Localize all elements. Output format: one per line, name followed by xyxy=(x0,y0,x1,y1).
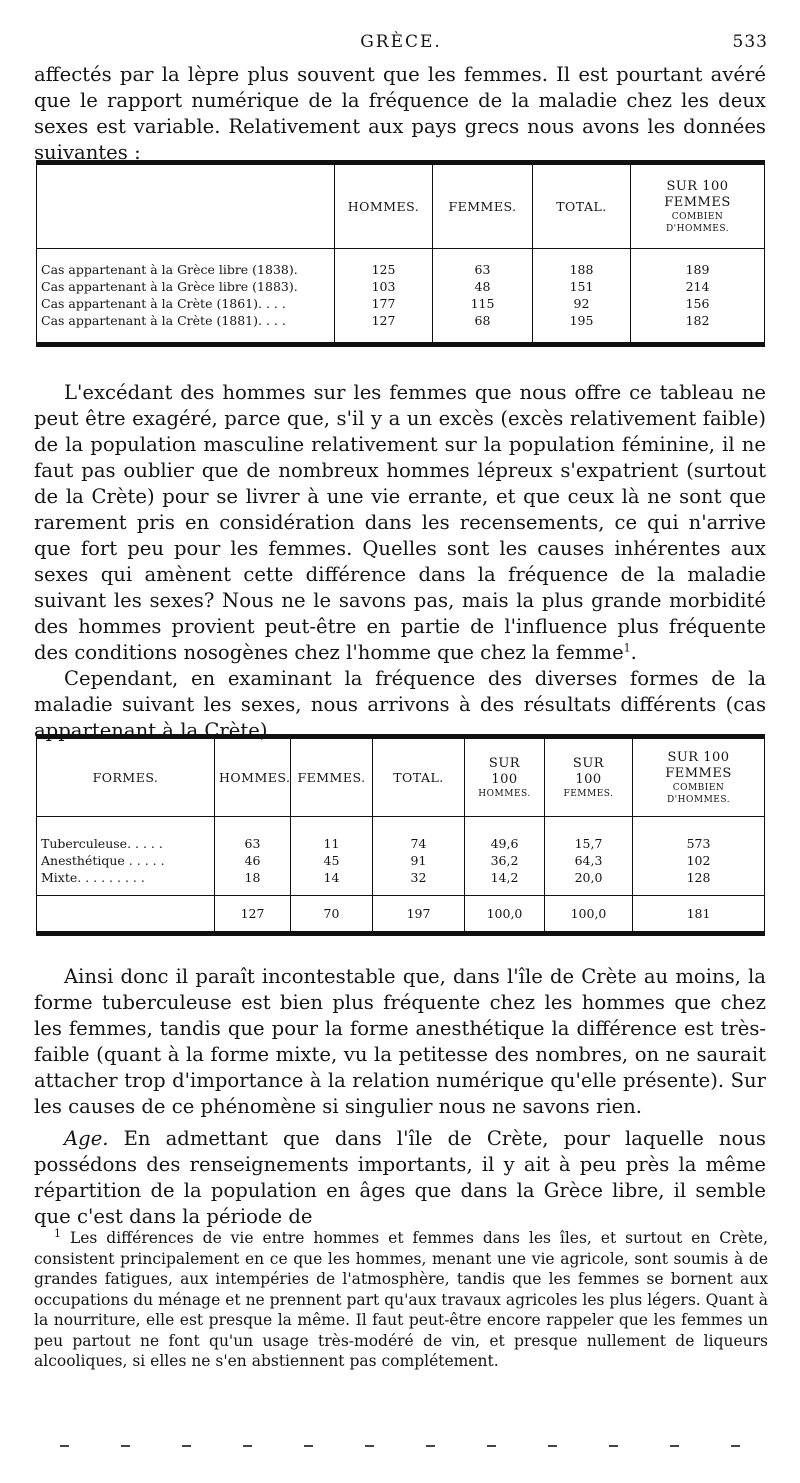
total-femmes: 70 xyxy=(291,896,373,934)
paragraph-2-text: L'excédant des hommes sur les femmes que nous offre ce tableau ne peut être exagéré, parce que, s'il y a un excès (excès relativement faible) de la population masculine relativement sur la population féminine, il ne faut pas oublier que de nombreux hommes lépreux s'expatrient (surtout de la Crète) pour se livrer à une vie errante, et que ceux là ne sont que rarement pris en considération dans les recensements, ce qui n'arrive que fort peu pour les femmes. Quelles sont les causes inhérentes aux sexes qui amènent cette différence dans la fréquence de la maladie suivant les sexes? Nous ne le savons pas, mais la plus grande morbidité des hommes provient peut-être en partie de l'influence plus fréquente des conditions nosogènes chez l'homme que chez la femme xyxy=(34,381,766,664)
header-hommes: HOMMES. xyxy=(335,163,433,249)
cell-ratio: 128 xyxy=(633,869,765,886)
header-pct-hommes-1: SUR xyxy=(488,755,521,771)
paragraph-2-end: . xyxy=(630,641,637,664)
header-pct-hommes-2: 100 xyxy=(491,771,518,787)
cell-femmes: 48 xyxy=(433,278,533,295)
cell-total: 195 xyxy=(533,312,631,329)
cell-total: 92 xyxy=(533,295,631,312)
paragraph-2 xyxy=(34,380,766,744)
header-ratio-sub2: D'HOMMES. xyxy=(665,223,730,234)
footnote-reference: 1 xyxy=(623,641,631,655)
table-row xyxy=(37,312,765,329)
cell-hommes: 103 xyxy=(335,278,433,295)
row-label: Tuberculeuse. . . . . xyxy=(41,835,163,851)
cell-femmes: 11 xyxy=(291,835,373,852)
cell-ratio: 573 xyxy=(633,835,765,852)
header-total: TOTAL. xyxy=(373,737,465,817)
total-label-empty xyxy=(37,896,215,934)
table-row xyxy=(37,278,765,295)
header-ratio-main: SUR 100 FEMMES xyxy=(665,749,732,781)
footnote xyxy=(34,1228,768,1372)
cell-femmes: 45 xyxy=(291,852,373,869)
row-label: Cas appartenant à la Grèce libre (1838). xyxy=(41,261,298,277)
cell-total: 91 xyxy=(373,852,465,869)
table-row xyxy=(37,835,765,852)
row-label: Mixte. . . . . . . . . xyxy=(41,869,145,885)
cell-femmes: 63 xyxy=(433,261,533,278)
row-label: Anesthétique . . . . . xyxy=(41,852,165,868)
header-pct-femmes-3: FEMMES. xyxy=(563,788,614,799)
cell-femmes: 14 xyxy=(291,869,373,886)
table-row xyxy=(37,869,765,886)
header-ratio xyxy=(633,737,765,817)
header-hommes: HOMMES. xyxy=(215,737,291,817)
total-ratio: 181 xyxy=(633,896,765,934)
header-femmes: FEMMES. xyxy=(291,737,373,817)
total-hommes: 127 xyxy=(215,896,291,934)
header-ratio-sub1: COMBIEN xyxy=(672,782,725,793)
cell-hommes: 46 xyxy=(215,852,291,869)
table-header-row xyxy=(37,737,765,817)
header-formes: FORMES. xyxy=(37,737,215,817)
paragraph-5 xyxy=(34,1126,766,1230)
cell-hommes: 125 xyxy=(335,261,433,278)
header-ratio xyxy=(631,163,765,249)
cell-pct-femmes: 20,0 xyxy=(545,869,633,886)
header-pct-femmes xyxy=(545,737,633,817)
paragraph-4: Ainsi donc il paraît incontestable que, dans l'île de Crète au moins, la forme tuberculeuse est bien plus fréquente chez les hommes que chez les femmes, tandis que pour la forme anesthétique la différence est très-faible (quant à la forme mixte, vu la petitesse des nombres, on ne saurait attacher trop d'importance à la relation numérique qu'elle présente). Sur les causes de ce phénomène si singulier nous ne savons rien. xyxy=(34,965,766,1118)
total-pct-femmes: 100,0 xyxy=(545,896,633,934)
cell-pct-hommes: 36,2 xyxy=(465,852,545,869)
table-row xyxy=(37,295,765,312)
cell-total: 151 xyxy=(533,278,631,295)
paragraph-5-lead: Age. xyxy=(64,1127,109,1150)
cell-ratio: 156 xyxy=(631,295,765,312)
cell-hommes: 18 xyxy=(215,869,291,886)
cell-femmes: 68 xyxy=(433,312,533,329)
table-forms-distribution xyxy=(36,734,765,936)
header-pct-hommes xyxy=(465,737,545,817)
table-total-row xyxy=(37,896,765,934)
cell-hommes: 63 xyxy=(215,835,291,852)
header-total: TOTAL. xyxy=(533,163,631,249)
cell-ratio: 214 xyxy=(631,278,765,295)
total-total: 197 xyxy=(373,896,465,934)
page-number: 533 xyxy=(732,32,768,52)
cell-pct-hommes: 49,6 xyxy=(465,835,545,852)
cell-hommes: 177 xyxy=(335,295,433,312)
header-label-empty xyxy=(37,163,335,249)
row-label: Cas appartenant à la Crète (1861). . . . xyxy=(41,295,286,311)
paragraph-5-text: En admettant que dans l'île de Crète, pour laquelle nous possédons des renseignements importants, il y ait à peu près la même répartition de la population en âges que dans la Grèce libre, il semble que c'est dans la période de xyxy=(34,1127,766,1228)
footnote-mark: 1 xyxy=(54,1226,61,1240)
paragraph-3: Cependant, en examinant la fréquence des diverses formes de la maladie suivant les sexes, nous arrivons à des résultats différents (cas appartenant à la Crète). xyxy=(34,667,766,742)
cell-ratio: 102 xyxy=(633,852,765,869)
cell-total: 188 xyxy=(533,261,631,278)
row-label: Cas appartenant à la Crète (1881). . . . xyxy=(41,312,286,328)
total-pct-hommes: 100,0 xyxy=(465,896,545,934)
footnote-text: Les différences de vie entre hommes et femmes dans les îles, et surtout en Crète, consistent principalement en ce que les hommes, menant une vie agricole, sont soumis à de grandes fatigues, aux intempéries de l'atmosphère, tandis que les femmes se bornent aux occupations du ménage et ne prennent part qu'aux travaux agricoles les plus légers. Quant à la nourriture, elle est presque la même. Il faut peut-être encore rappeler que les femmes un peu partout ne font qu'un usage très-modéré de vin, et presque nullement de liqueurs alcooliques, si elles ne s'en abstiennent pas complétement. xyxy=(34,1229,768,1370)
table-row xyxy=(37,261,765,278)
cell-ratio: 182 xyxy=(631,312,765,329)
running-header xyxy=(34,32,768,56)
row-label: Cas appartenant à la Grèce libre (1883). xyxy=(41,278,298,294)
table-header-row xyxy=(37,163,765,249)
cell-total: 32 xyxy=(373,869,465,886)
table-sex-distribution xyxy=(36,160,765,347)
cell-ratio: 189 xyxy=(631,261,765,278)
header-pct-femmes-2: 100 xyxy=(575,771,602,787)
paragraph-1: affectés par la lèpre plus souvent que les femmes. Il est pourtant avéré que le rapport numérique de la fréquence de la maladie chez les deux sexes est variable. Relativement aux pays grecs nous avons les données suivantes : xyxy=(34,63,766,164)
bottom-dash-rule xyxy=(60,1445,740,1449)
header-ratio-sub2: D'HOMMES. xyxy=(666,794,731,805)
cell-total: 74 xyxy=(373,835,465,852)
header-title: GRÈCE. xyxy=(360,32,442,52)
header-ratio-main: SUR 100 FEMMES xyxy=(664,178,731,210)
cell-femmes: 115 xyxy=(433,295,533,312)
cell-pct-hommes: 14,2 xyxy=(465,869,545,886)
header-pct-hommes-3: HOMMES. xyxy=(478,788,531,799)
header-femmes: FEMMES. xyxy=(433,163,533,249)
table-row xyxy=(37,852,765,869)
cell-pct-femmes: 15,7 xyxy=(545,835,633,852)
cell-pct-femmes: 64,3 xyxy=(545,852,633,869)
header-ratio-sub1: COMBIEN xyxy=(671,211,724,222)
cell-hommes: 127 xyxy=(335,312,433,329)
header-pct-femmes-1: SUR xyxy=(572,755,605,771)
